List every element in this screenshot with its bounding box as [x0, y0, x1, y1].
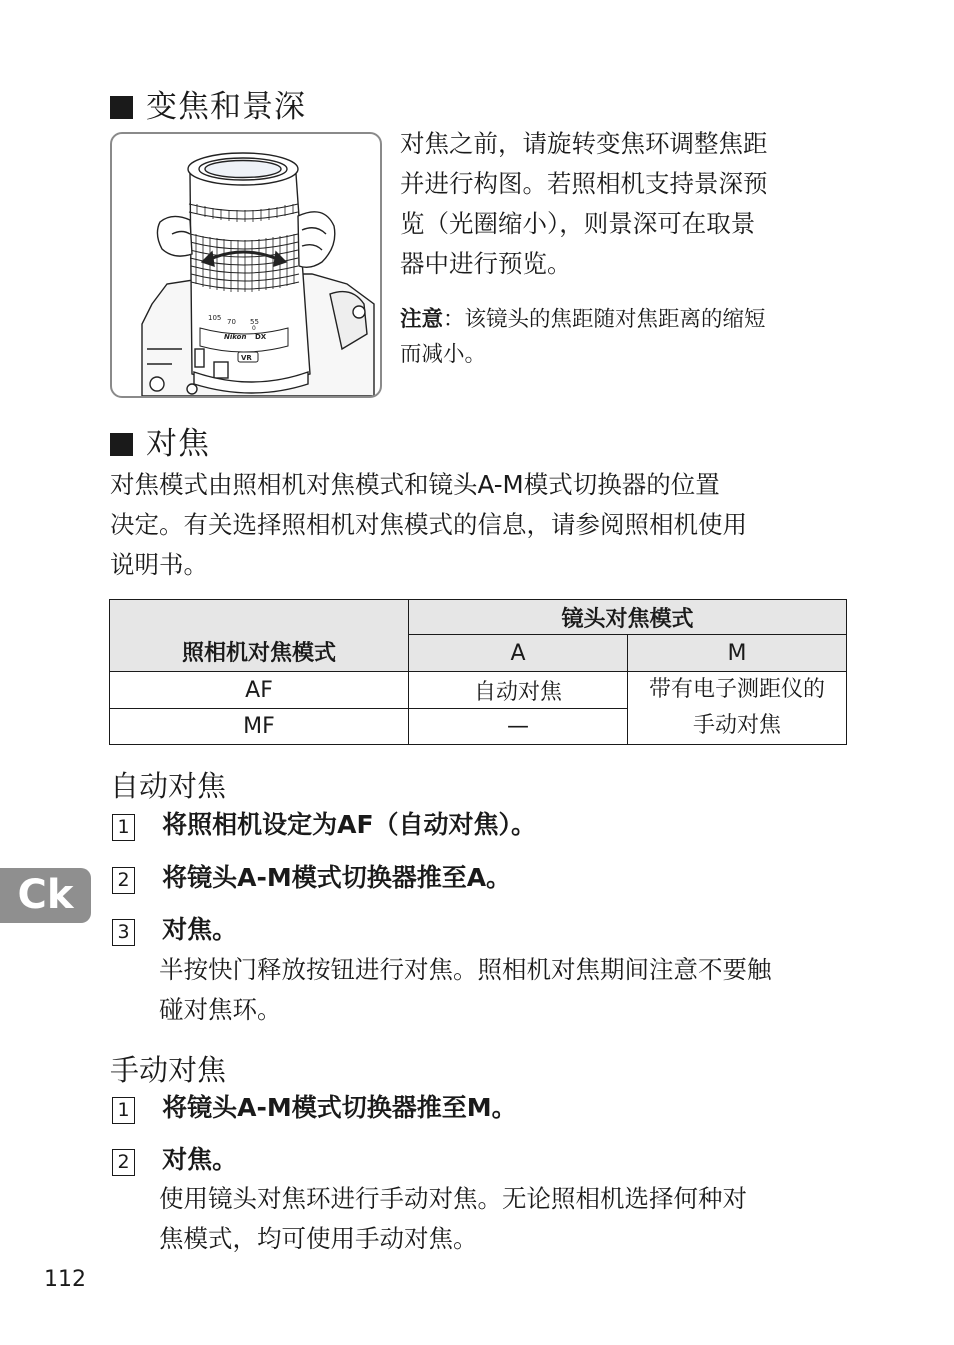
detail-line: 使用镜头对焦环进行手动对焦。无论照相机选择何种对 — [159, 1184, 747, 1213]
mf-step-1 — [112, 1092, 852, 1124]
step-text: 将照相机设定为AF（自动对焦）。 — [162, 810, 537, 839]
focus-mode-table — [109, 599, 847, 745]
lens-mode-header: 镜头对焦模式 — [409, 600, 847, 635]
section-title-focus-text: 对焦 — [146, 426, 210, 462]
step-text: 对焦。 — [162, 915, 238, 944]
paragraph-line: 决定。有关选择照相机对焦模式的信息，请参阅照相机使用 — [110, 510, 747, 539]
column-a-header: A — [409, 635, 628, 672]
paragraph-line: 览（光圈缩小），则景深可在取景 — [400, 209, 756, 238]
note-label: 注意 — [400, 307, 444, 332]
cell-m-merged — [628, 672, 847, 745]
section-title-focus — [110, 426, 210, 462]
cell-af-a: 自动对焦 — [409, 672, 628, 709]
row-mf-label: MF — [110, 709, 409, 745]
lens-brand-text: Nikon — [224, 333, 247, 341]
paragraph-line: 并进行构图。若照相机支持景深预 — [400, 169, 768, 198]
mf-step-2-detail — [159, 1179, 859, 1259]
lens-illustration — [110, 132, 382, 398]
step-text: 将镜头A-M模式切换器推至A。 — [162, 863, 512, 892]
focal-scale-label: 0 — [252, 325, 256, 332]
af-step-3 — [112, 914, 852, 946]
column-m-header: M — [628, 635, 847, 672]
step-text: 将镜头A-M模式切换器推至M。 — [162, 1093, 517, 1122]
step-text: 对焦。 — [162, 1145, 238, 1174]
note-line: 而减小。 — [400, 342, 487, 367]
paragraph-line: 对焦模式由照相机对焦模式和镜头A-M模式切换器的位置 — [110, 470, 720, 499]
section-title-zoom-text: 变焦和景深 — [146, 89, 306, 125]
camera-mode-header: 照相机对焦模式 — [110, 600, 409, 672]
focal-scale-label: 70 — [227, 318, 236, 326]
zoom-note — [400, 302, 850, 372]
mf-step-2 — [112, 1144, 852, 1176]
detail-line: 半按快门释放按钮进行对焦。照相机对焦期间注意不要触 — [159, 955, 772, 984]
af-step-1 — [112, 809, 852, 841]
af-step-3-detail — [159, 950, 859, 1030]
autofocus-title: 自动对焦 — [110, 769, 227, 803]
note-colon: ： — [443, 307, 465, 332]
detail-line: 碰对焦环。 — [159, 995, 282, 1024]
step-number: 2 — [112, 867, 135, 894]
language-tab: Ck — [0, 868, 91, 923]
note-line — [400, 302, 850, 337]
paragraph-line: 说明书。 — [110, 550, 208, 579]
step-number: 3 — [112, 919, 135, 946]
vr-badge: VR — [241, 354, 252, 362]
focal-scale-label: 105 — [208, 314, 222, 322]
focal-scale-label: 55 — [250, 318, 259, 326]
step-number: 1 — [112, 814, 135, 841]
square-bullet-icon — [110, 96, 133, 119]
focus-paragraph — [110, 465, 850, 585]
lens-on-camera-drawing — [112, 134, 380, 396]
manual-focus-title: 手动对焦 — [110, 1053, 227, 1087]
note-text: 该镜头的焦距随对焦距离的缩短 — [464, 307, 766, 332]
cell-mf-a: — — [409, 709, 628, 745]
paragraph-line: 对焦之前，请旋转变焦环调整焦距 — [400, 129, 768, 158]
cell-m-line: 带有电子测距仪的 — [649, 677, 826, 702]
row-af-label: AF — [110, 672, 409, 709]
page-number: 112 — [44, 1267, 86, 1292]
cell-m-line: 手动对焦 — [693, 713, 782, 738]
lens-format-badge: DX — [255, 333, 267, 341]
zoom-paragraph — [400, 124, 850, 284]
paragraph-line: 器中进行预览。 — [400, 249, 572, 278]
af-step-2 — [112, 862, 852, 894]
detail-line: 焦模式，均可使用手动对焦。 — [159, 1224, 478, 1253]
square-bullet-icon — [110, 433, 133, 456]
step-number: 2 — [112, 1149, 135, 1176]
step-number: 1 — [112, 1097, 135, 1124]
section-title-zoom — [110, 89, 306, 125]
